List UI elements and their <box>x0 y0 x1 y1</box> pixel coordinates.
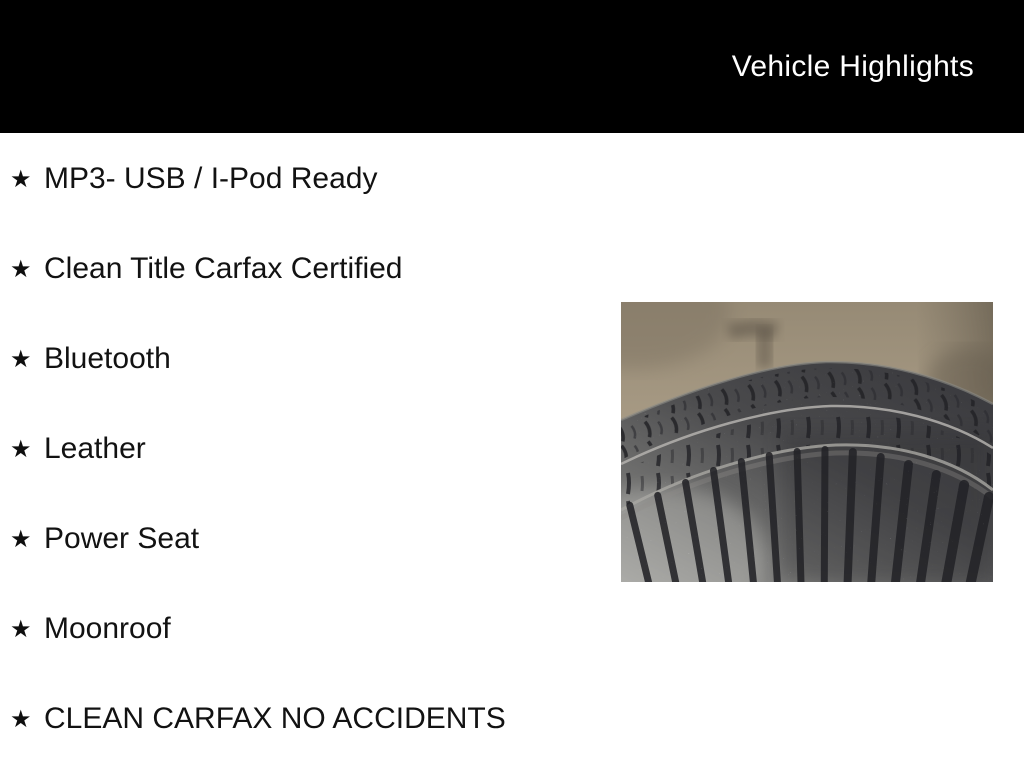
header-bar <box>0 0 1024 133</box>
star-icon: ★ <box>10 255 32 283</box>
star-icon: ★ <box>10 435 32 463</box>
star-icon: ★ <box>10 165 32 193</box>
highlight-label: Clean Title Carfax Certified <box>44 251 403 285</box>
highlight-item <box>0 223 615 313</box>
star-icon: ★ <box>10 525 32 553</box>
star-icon: ★ <box>10 345 32 373</box>
highlight-item <box>0 133 615 223</box>
highlight-label: Leather <box>44 431 146 465</box>
highlight-label: MP3- USB / I-Pod Ready <box>44 161 378 195</box>
highlight-label: Power Seat <box>44 521 200 555</box>
page-title: Vehicle Highlights <box>731 49 974 83</box>
tire-photo <box>621 302 993 582</box>
highlight-item <box>0 673 615 763</box>
highlight-item <box>0 583 615 673</box>
highlight-label: CLEAN CARFAX NO ACCIDENTS <box>44 701 506 735</box>
vehicle-highlights-list <box>0 133 615 763</box>
highlight-item <box>0 493 615 583</box>
star-icon: ★ <box>10 615 32 643</box>
highlight-item <box>0 313 615 403</box>
highlight-label: Moonroof <box>44 611 171 645</box>
highlight-item <box>0 403 615 493</box>
highlight-label: Bluetooth <box>44 341 171 375</box>
star-icon: ★ <box>10 705 32 733</box>
tire-photo-graphic <box>621 302 993 582</box>
